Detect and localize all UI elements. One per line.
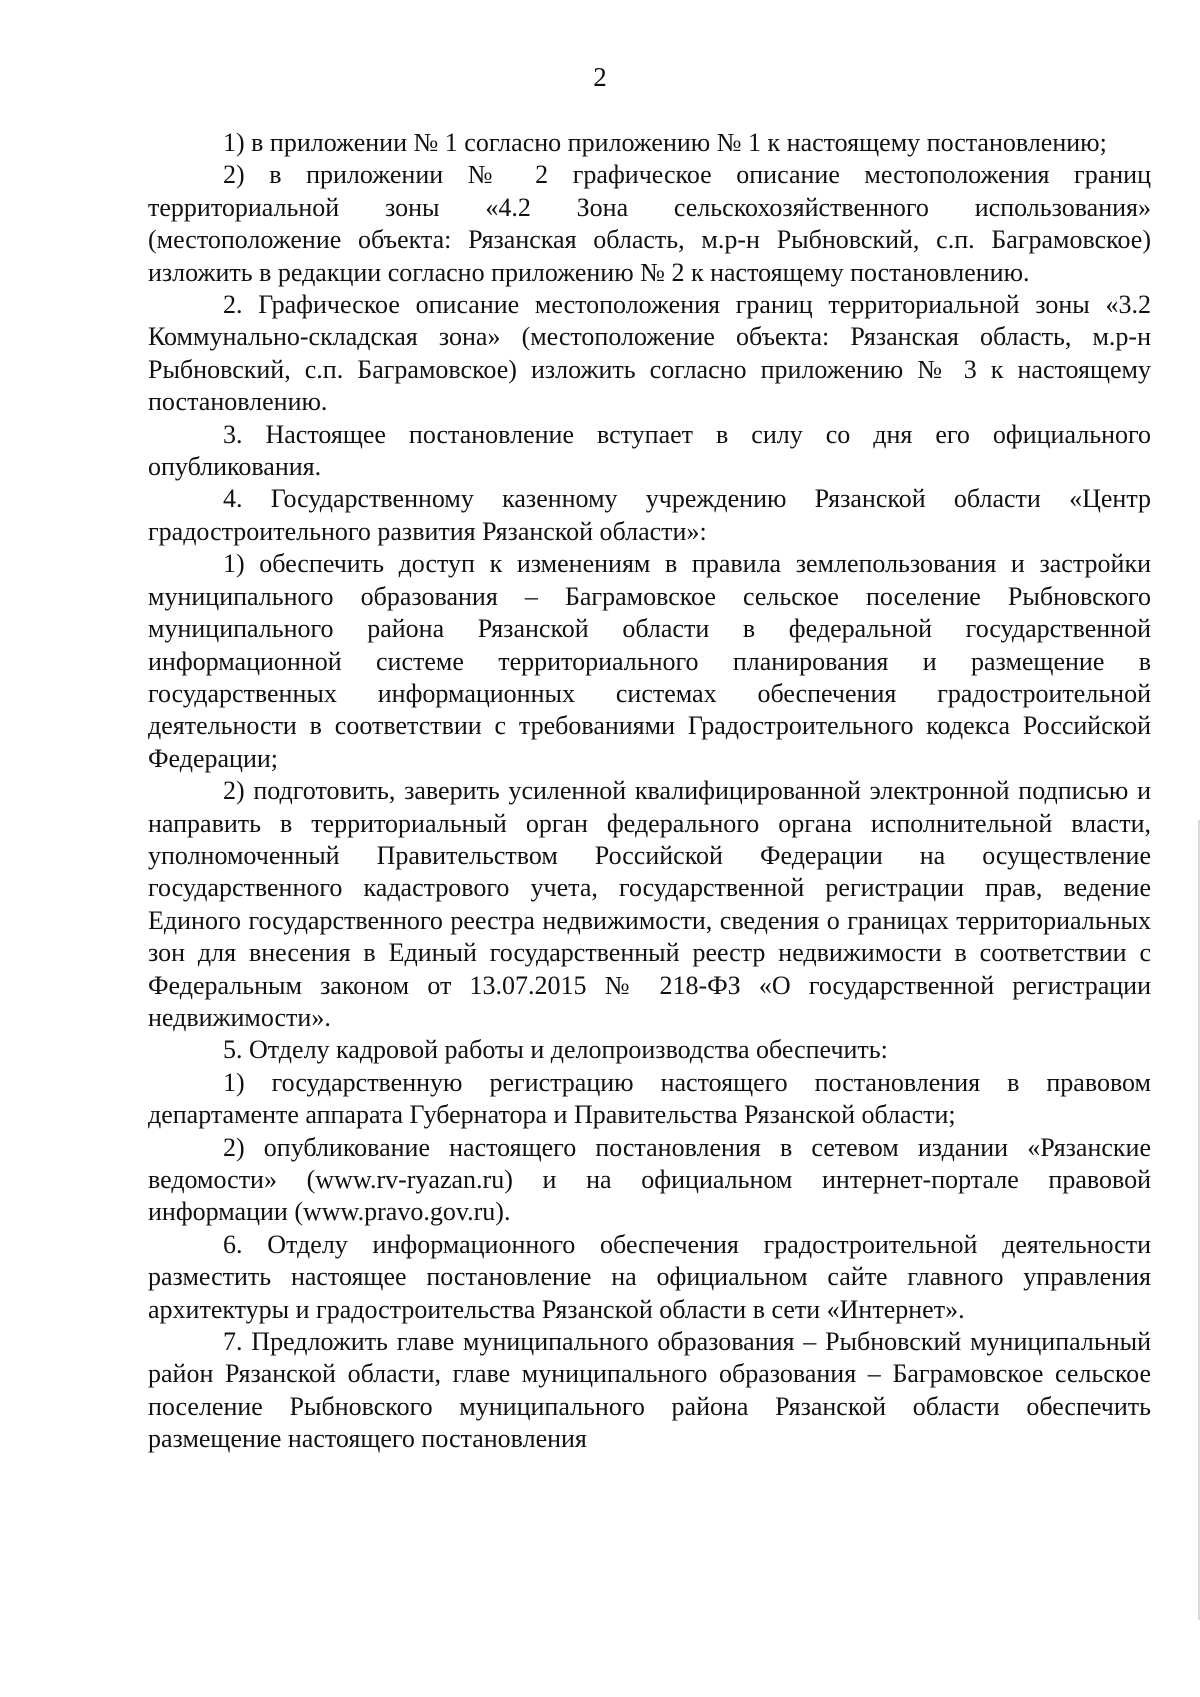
paragraph-5-2: 2) опубликование настоящего постановления в сетевом издании «Рязанские ведомости» (www.rv-ryazan.ru) и на официальном интернет-портале правовой информации (www.pravo.gov.ru).	[148, 1132, 1151, 1227]
paragraph-5-1: 1) государственную регистрацию настоящего постановления в правовом департаменте аппарата Губернатора и Правительства Рязанской области;	[148, 1067, 1151, 1130]
paragraph-6: 6. Отделу информационного обеспечения градостроительной деятельности разместить настоящее постановление на официальном сайте главного управления архитектуры и градостроительства Рязанской области в сети «Интернет».	[148, 1229, 1151, 1324]
paragraph-5: 5. Отделу кадровой работы и делопроизводства обеспечить:	[223, 1035, 888, 1065]
paragraph-4-1: 1) обеспечить доступ к изменениям в правила землепользования и застройки муниципального образования – Баграмовское сельское поселение Рыбновского муниципального района Рязанской области в федеральной государственной информационной системе территориального планирования и размещение в государственных информационных системах обеспечения градостроительной деятельности в соответствии с требованиями Градостроительного кодекса Российской Федерации;	[148, 549, 1151, 773]
page-number: 2	[593, 62, 607, 92]
paragraph-3: 3. Настоящее постановление вступает в силу со дня его официального опубликования.	[148, 419, 1151, 482]
paragraph-1-2: 2) в приложении № 2 графическое описание местоположения границ территориальной зоны «4.2 Зона сельскохозяйственного использования» (местоположение объекта: Рязанская область, м.р-н Рыбновский, с.п. Баграмовское) изложить в редакции согласно приложению № 2 к настоящему постановлению.	[148, 160, 1151, 287]
paragraph-4: 4. Государственному казенному учреждению Рязанской области «Центр градостроительного развития Рязанской области»:	[148, 484, 1151, 546]
paragraph-2: 2. Графическое описание местоположения границ территориальной зоны «3.2 Коммунально-складская зона» (местоположение объекта: Рязанская область, м.р-н Рыбновский, с.п. Баграмовское) изложить согласно приложению № 3 к настоящему постановлению.	[148, 290, 1151, 417]
paragraph-4-2: 2) подготовить, заверить усиленной квалифицированной электронной подписью и направить в территориальный орган федерального органа исполнительной власти, уполномоченный Правительством Российской Федерации на осуществление государственного кадастрового учета, государственной регистрации прав, ведение Единого государственного реестра недвижимости, сведения о границах территориальных зон для внесения в Единый государственный реестр недвижимости в соответствии с Федеральным законом от 13.07.2015 № 218-ФЗ «О государственной регистрации недвижимости».	[148, 776, 1151, 1032]
document-body	[148, 127, 1151, 1456]
paragraph-1-1: 1) в приложении № 1 согласно приложению № 1 к настоящему постановлению;	[223, 128, 1107, 157]
paragraph-7: 7. Предложить главе муниципального образования – Рыбновский муниципальный район Рязанской области, главе муниципального образования – Баграмовское сельское поселение Рыбновского муниципального района Рязанской области обеспечить размещение настоящего постановления	[148, 1327, 1151, 1454]
